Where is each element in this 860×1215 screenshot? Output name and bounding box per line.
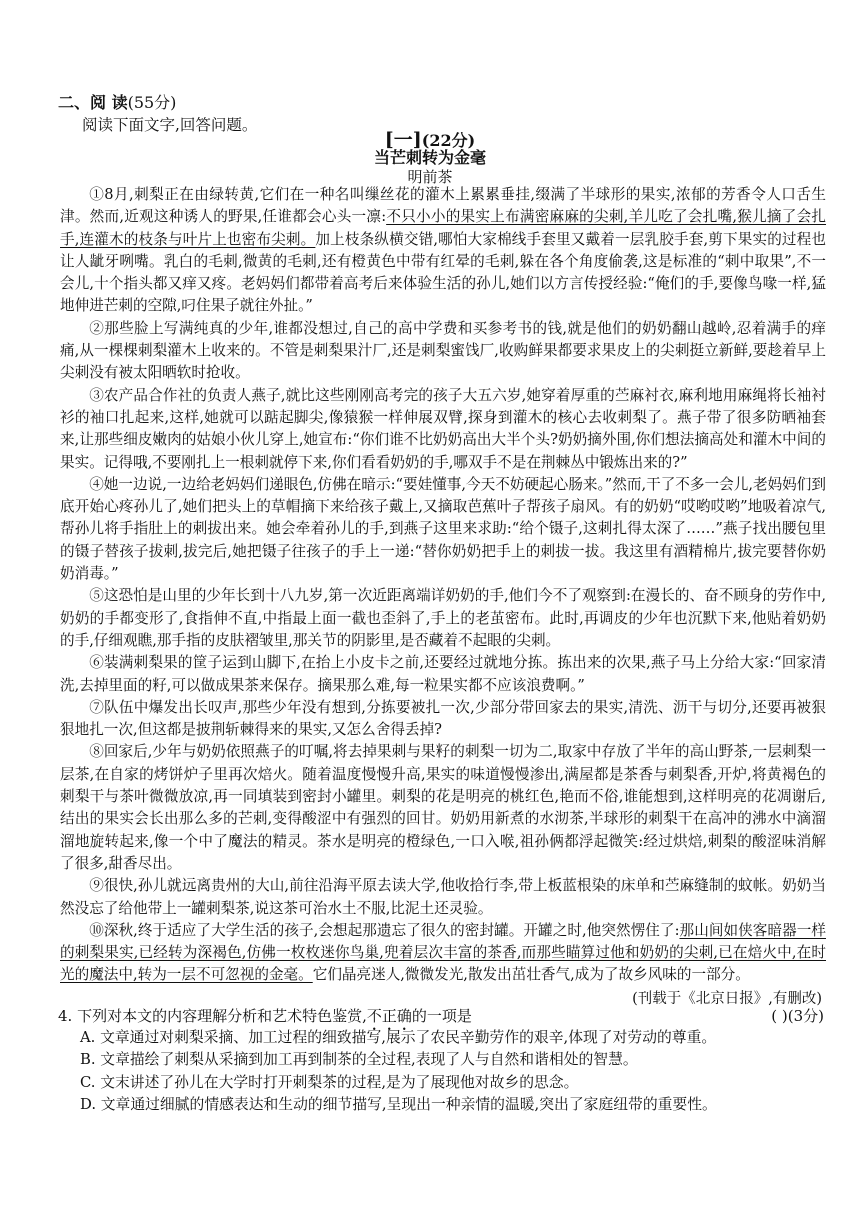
p1-text-a: ①8月,刺梨正在由绿转黄,它们在一种名叫缫丝花的灌木上累累垂挂,缀满了半球形的果实,浓郁的芳香令人口舌生津。然而,近观这种诱人的野果,任谁都会心头一凛: xyxy=(60,186,826,226)
answer-blank: ( )(3分) xyxy=(771,1007,824,1025)
answer-options xyxy=(80,1027,830,1116)
paragraph-2: ②那些脸上写满纯真的少年,谁都没想过,自己的高中学费和买参考书的钱,就是他们的奶奶翻山越岭,忍着满手的痒痛,从一棵棵刺梨灌木上收来的。不管是刺梨果汁厂,还是刺梨蜜饯厂,收购鲜果都要求果皮上的尖刺挺立新鲜,要趁着早上尖刺没有被太阳晒软时抢收。 xyxy=(60,319,826,382)
paragraph-5: ⑤这恐怕是山里的少年长到十八九岁,第一次近距离端详奶奶的手,他们今不了观察到:在漫长的、奋不顾身的劳作中,奶奶的手都变形了,食指伸不直,中指最上面一截也歪斜了,手上的老茧密布。此时,再调皮的少年也沉默下来,他贴着奶奶的手,仔细观瞧,那手指的皮肤褶皱里,那关节的阴影里,是否藏着不起眼的尖刺。 xyxy=(60,587,826,649)
section-title-text: 二、阅 读 xyxy=(58,93,128,112)
part-number: [一] xyxy=(384,129,422,151)
article-author: 明前茶 xyxy=(407,168,453,186)
paragraph-4: ④她一边说,一边给老妈妈们递眼色,仿佛在暗示:“要娃懂事,今天不妨硬起心肠来。”然而,干了不多一会儿,老妈妈们到底开始心疼孙儿了,她们把头上的草帽摘下来给孩子戴上,又摘取芭蕉叶子帮孩子扇风。有的奶奶“哎哟哎哟”地吸着凉气,帮孙儿将手指肚上的刺拔出来。她会牵着孙儿的手,到燕子这里来求助:“给个镊子,这刺扎得太深了……”燕子找出腰包里的镊子替孩子拔刺,拔完后,她把镊子往孩子的手上一递:“替你奶奶把手上的刺拔一拔。我这里有酒精棉片,拔完要替你奶奶消毒。” xyxy=(60,475,826,583)
p1-underlined-b: 加上枝条纵横交错,哪怕大家棉线手套里又戴着一层乳胶手套,剪下果实的过程也让人龇牙咧嘴。乳白的毛刺,微黄的毛刺,还有橙黄色中带有红晕的毛刺,躲在各个角度偷袭,这是标准的“刺中取果”,不一会儿,十个指头都又痒又疼。老妈妈们都带着高考后来体验生活的孙儿,她们以方言传授经验:“俺们的手,要像鸟喙一样,猛地伸进芒刺的空隙,叼住果子就往外扯。” xyxy=(60,230,827,315)
option-c: C. 文末讲述了孙儿在大学时打开刺梨茶的过程,是为了展现他对故乡的思念。 xyxy=(80,1073,579,1091)
stem-b: 的一项是 xyxy=(411,1007,472,1025)
stem-a: 4. 下列对本文的内容理解分析和艺术特色鉴赏, xyxy=(58,1007,367,1025)
paragraph-9: ⑨很快,孙儿就远离贵州的大山,前往沿海平原去读大学,他收拾行李,带上板蓝根染的床单和苎麻缝制的蚊帐。奶奶当然没忘了给他带上一罐刺梨茶,说这茶可治水土不服,比泥土还灵验。 xyxy=(60,877,826,917)
paragraph-6: ⑥装满刺梨果的筐子运到山脚下,在抬上小皮卡之前,还要经过就地分拣。拣出来的次果,燕子马上分给大家:“回家清洗,去掉里面的籽,可以做成果茶来保存。摘果那么难,每一粒果实都不应该浪费啊。” xyxy=(60,654,826,694)
paragraph-7: ⑦队伍中爆发出长叹声,那些少年没有想到,分拣要被扎一次,少部分带回家去的果实,清洗、沥干与切分,还要再被狠狠地扎一次,但这都是披荆斩棘得来的果实,又怎么舍得丢掉? xyxy=(60,698,826,739)
section-points: (55分) xyxy=(127,93,177,112)
part-points: (22分) xyxy=(421,131,476,150)
option-a: A. 文章通过对刺梨采摘、加工过程的细致描写,展示了农民辛勤劳作的艰辛,体现了对劳动的尊重。 xyxy=(80,1029,717,1046)
p1-underlined: 不只小小的果实上布满密麻麻的尖刺,羊儿吃了会扎嘴,猴儿摘了会扎手,连灌木的枝条与叶片上也密布尖刺。 xyxy=(60,208,827,248)
p10-text-b: 它们晶亮迷人,微微发光,散发出茁壮香气,成为了故乡风味的一部分。 xyxy=(312,966,750,984)
stem-emphasis: 不正确 xyxy=(366,1007,412,1025)
option-b: B. 文章描绘了刺梨从采摘到加工再到制茶的全过程,表现了人与自然和谐相处的智慧。 xyxy=(80,1051,638,1069)
article-source: (刊载于《北京日报》,有删改) xyxy=(632,991,822,1007)
p10-text-a: ⑩深秋,终于适应了大学生活的孩子,会想起那遗忘了很久的密封罐。开罐之时,他突然愣住了: xyxy=(89,921,680,939)
paragraph-10 xyxy=(60,920,826,987)
paragraph-3: ③农产品合作社的负责人燕子,就比这些刚刚高考完的孩子大五六岁,她穿着厚重的苎麻衬衣,麻利地用麻绳将长袖衬衫的袖口扎起来,这样,她就可以踮起脚尖,像猿猴一样伸展双臂,探身到灌木的核心去收刺梨了。燕子带了很多防晒袖套来,让那些细皮嫩肉的姑娘小伙儿穿上,她宣布:“你们谁不比奶奶高出大半个头?奶奶摘外围,你们想法摘高处和灌木中间的果实。记得哦,不要刚扎上一根刺就停下来,你们看看奶奶的手,哪双手不是在荆棘丛中锻炼出来的?” xyxy=(60,386,826,471)
article-title: 当芒刺转为金毫 xyxy=(373,148,486,167)
paragraph-8: ⑧回家后,少年与奶奶依照燕子的叮嘱,将去掉果刺与果籽的刺梨一切为二,取家中存放了半年的高山野茶,一层刺梨一层茶,在自家的烤饼炉子里再次焙火。随着温度慢慢升高,果实的味道慢慢渗出,满屋都是茶香与刺梨香,开炉,将黄褐色的刺梨干与茶叶微微放凉,再一同填装到密封小罐里。刺梨的花是明亮的桃红色,艳而不俗,谁能想到,这样明亮的花凋谢后,结出的果实会长出那么多的芒刺,变得酸涩中有强烈的回甘。奶奶用新煮的水沏茶,半球形的刺梨干在高冲的沸水中滴溜溜地旋转起来,像一个中了魔法的精灵。茶水是明亮的橙绿色,一口入喉,祖孙俩都浮起微笑:经过烘焙,刺梨的酸涩味消解了很多,甜香尽出。 xyxy=(60,743,826,872)
option-d: D. 文章通过细腻的情感表达和生动的细节描写,呈现出一种亲情的温暖,突出了家庭纽带的重要性。 xyxy=(80,1095,717,1113)
article-body xyxy=(60,184,826,987)
paragraph-1 xyxy=(60,184,826,318)
p10-underlined: 那山间如侠客暗器一样的刺梨果实,已经转为深褐色,仿佛一枚枚迷你鸟巢,兜着层次丰富的茶香,而那些瞄算过他和奶奶的尖刺,已在焙火中,在时光的魔法中,转为一层不可忽视的金毫。 xyxy=(60,921,826,984)
reading-instruction: 阅读下面文字,回答问题。 xyxy=(82,116,258,134)
section-title xyxy=(58,93,176,113)
